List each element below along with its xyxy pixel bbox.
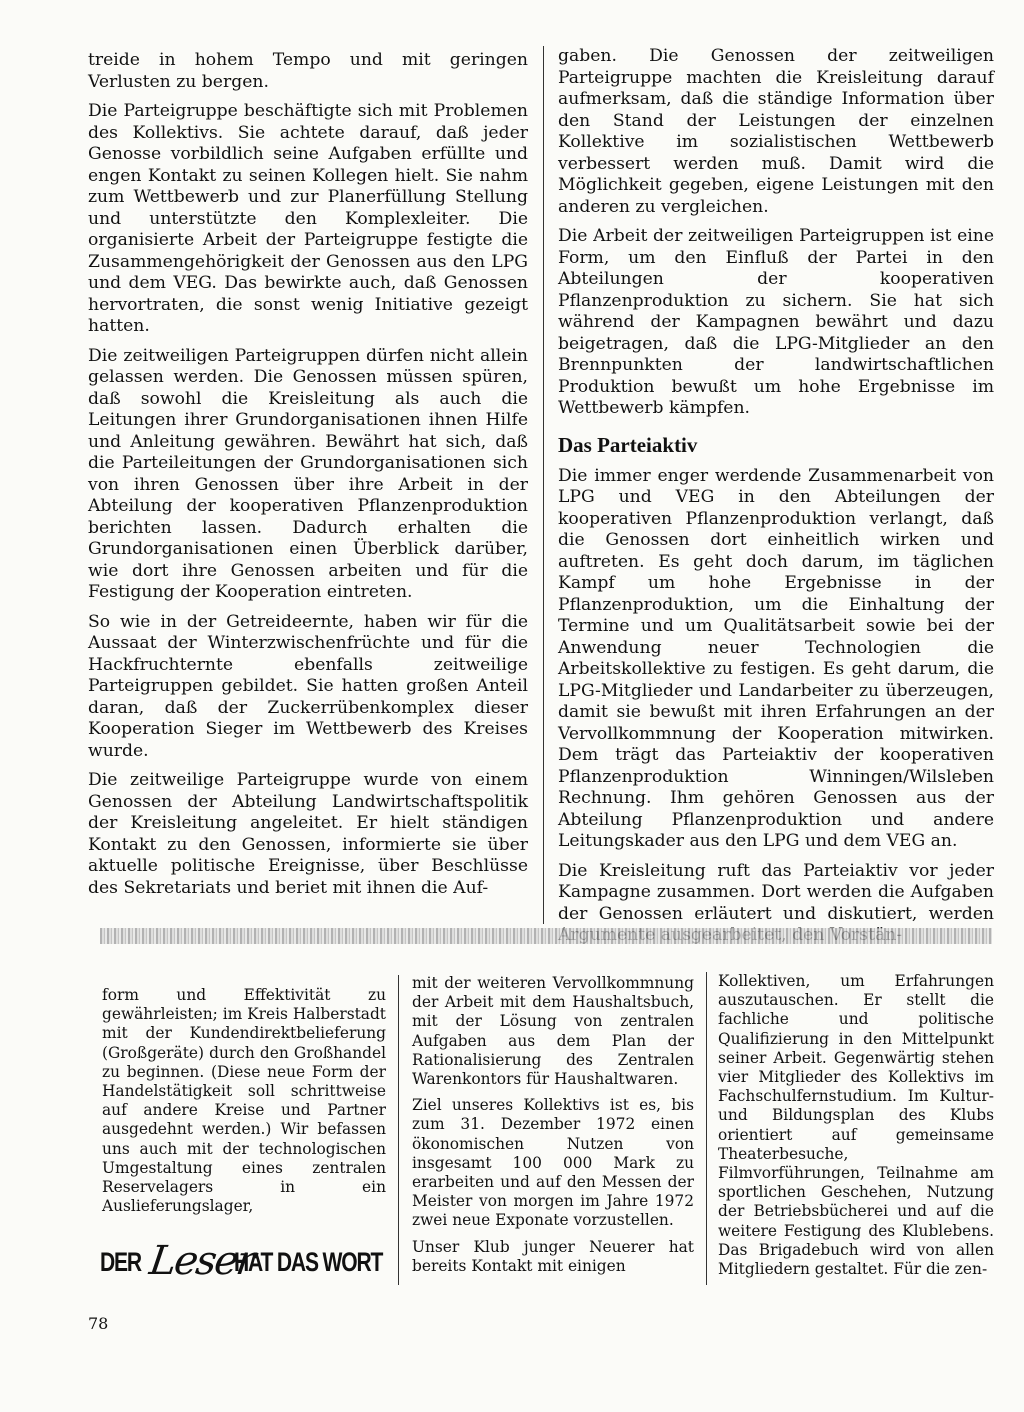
paragraph: So wie in der Getreideernte, haben wir für die Aussaat der Winterzwischenfrüchte und für die Hackfruchternte ebenfalls zeitweilige Parteigruppen gebildet. Sie hatten großen Anteil daran, daß der Zuckerrübenkomplex dieser Kooperation Sieger im Wettbewerb des Kreises wurde. <box>88 611 528 761</box>
paragraph: mit der weiteren Vervollkommnung der Arbeit mit dem Haushaltsbuch, mit der Lösung von zentralen Aufgaben aus dem Plan der Rationalisierung des Zentralen Warenkontors für Haushaltwaren. <box>412 974 694 1089</box>
masthead-part: HAT DAS WORT <box>234 1247 383 1277</box>
paragraph: Unser Klub junger Neuerer hat bereits Kontakt mit einigen <box>412 1237 694 1275</box>
section-heading: Das Parteiaktiv <box>558 432 698 457</box>
article-column-1 <box>88 50 528 899</box>
reader-column-3 <box>718 972 994 1279</box>
section-masthead <box>100 1234 383 1284</box>
paragraph: Kollektiven, um Erfahrungen auszutauschen. Er stellt die fachliche und politische Qualifizierung in den Mittelpunkt seiner Arbeit. Gegenwärtig stehen vier Mitglieder des Kollektivs im Fachschulfernstudium. Im Kultur- und Bildungsplan des Klubs orientiert auf gemeinsame Theaterbesuche, Filmvorführungen, Teilnahme am sportlichen Geschehen, Nutzung der Betriebsbücherei und auf die weitere Festigung des Klublebens. Das Brigadebuch wird von allen Mitgliedern gestaltet. Für die zen- <box>718 972 994 1279</box>
column-divider <box>543 46 544 924</box>
paragraph: Die Arbeit der zeitweiligen Parteigruppen ist eine Form, um den Einfluß der Partei in den Abteilungen der kooperativen Pflanzenproduktion zu sichern. Sie hat sich während der Kampagnen bewährt und dazu beigetragen, daß die LPG-Mitglieder an den Brennpunkten der landwirtschaftlichen Produktion bewußt um hohe Ergebnisse im Wettbewerb kämpfen. <box>558 226 994 418</box>
paragraph: Die zeitweiligen Parteigruppen dürfen nicht allein gelassen werden. Die Genossen müssen spüren, daß sowohl die Kreisleitung als auch die Leitungen ihrer Grundorganisationen ihnen Hilfe und Anleitung gewähren. Bewährt hat sich, daß die Parteileitungen der Grundorganisationen sich von ihren Genossen über ihre Arbeit in der Abteilung der kooperativen Pflanzenproduktion berichten lassen. Dadurch erhalten die Grundorganisationen einen Überblick darüber, wie dort ihre Genossen arbeiten und für die Festigung der Kooperation eintreten. <box>88 345 528 602</box>
paragraph: form und Effektivität zu gewährleisten; im Kreis Halberstadt mit der Kundendirektbelieferung (Großgeräte) durch den Großhandel zu beginnen. (Diese neue Form der Handelstätigkeit soll schrittweise auf andere Kreise und Partner ausgedehnt werden.) Wir befassen uns auch mit der technologischen Umgestaltung eines zentralen Reservelagers in ein Auslieferungslager, <box>102 986 386 1216</box>
masthead-part: DER <box>100 1247 141 1277</box>
paragraph: Die Parteigruppe beschäftigte sich mit Problemen des Kollektivs. Sie achtete darauf, daß jeder Genosse vorbildlich seine Aufgaben erfüllte und engen Kontakt zu seinen Kollegen hielt. Sie nahm zum Wettbewerb und zur Planerfüllung Stellung und unterstützte den Komplexleiter. Die organisierte Arbeit der Parteigruppe festigte die Zusammengehörigkeit der Genossen aus den LPG und dem VEG. Das bewirkte auch, daß Genossen hervortraten, die sonst wenig Initiative gezeigt hatten. <box>88 101 528 336</box>
reader-column-1 <box>102 986 386 1216</box>
halftone-separator <box>100 928 992 944</box>
page-number: 78 <box>88 1314 109 1333</box>
reader-column-2 <box>412 974 694 1276</box>
paragraph: gaben. Die Genossen der zeitweiligen Parteigruppe machten die Kreisleitung darauf aufmerksam, daß die ständige Information über den Stand der Leistungen der einzelnen Kollektive im sozialistischen Wettbewerb verbessert werden muß. Damit wird die Möglichkeit gegeben, eigene Leistungen mit den anderen zu vergleichen. <box>558 46 994 217</box>
paragraph: Die immer enger werdende Zusammenarbeit von LPG und VEG in den Abteilungen der kooperativen Pflanzenproduktion verlangt, daß die Genossen dort einheitlich wirken und auftreten. Es geht doch darum, im täglichen Kampf um hohe Ergebnisse in der Pflanzenproduktion, um die Einhaltung der Termine und um Qualitätsarbeit sowie bei der Anwendung neuer Technologien die Arbeitskollektive zu festigen. Es geht darum, die LPG-Mitglieder und Landarbeiter zu überzeugen, damit sie bewußt mit ihren Erfahrungen an der Vervollkommnung der Kooperation mitwirken. Dem trägt das Parteiaktiv der kooperativen Pflanzenproduktion Winningen/Wilsleben Rechnung. Ihm gehören Genossen aus der Abteilung Pflanzenproduktion und andere Leitungskader aus den LPG und dem VEG an. <box>558 465 994 851</box>
masthead-script: Leser <box>146 1238 257 1284</box>
paragraph: Ziel unseres Kollektivs ist es, bis zum 31. Dezember 1972 einen ökonomischen Nutzen von insgesamt 100 000 Mark zu erarbeiten und auf den Messen der Meister von morgen im Jahre 1972 zwei neue Exponate vorzustellen. <box>412 1096 694 1230</box>
paragraph: Die Kreisleitung ruft das Parteiaktiv vor jeder Kampagne zusammen. Dort werden die Aufgaben der Genossen erläutert und diskutiert, werden <box>558 860 994 924</box>
column-divider <box>398 975 399 1285</box>
article-column-2 <box>558 46 994 947</box>
paragraph: treide in hohem Tempo und mit geringen Verlusten zu bergen. <box>88 50 528 92</box>
column-divider <box>706 972 707 1285</box>
paragraph: Die zeitweilige Parteigruppe wurde von einem Genossen der Abteilung Landwirtschaftspolitik der Kreisleitung angeleitet. Er hielt ständigen Kontakt zu den Genossen, informierte sie über aktuelle politische Ereignisse, über Beschlüsse des Sekretariats und beriet mit ihnen die Auf- <box>88 770 528 898</box>
